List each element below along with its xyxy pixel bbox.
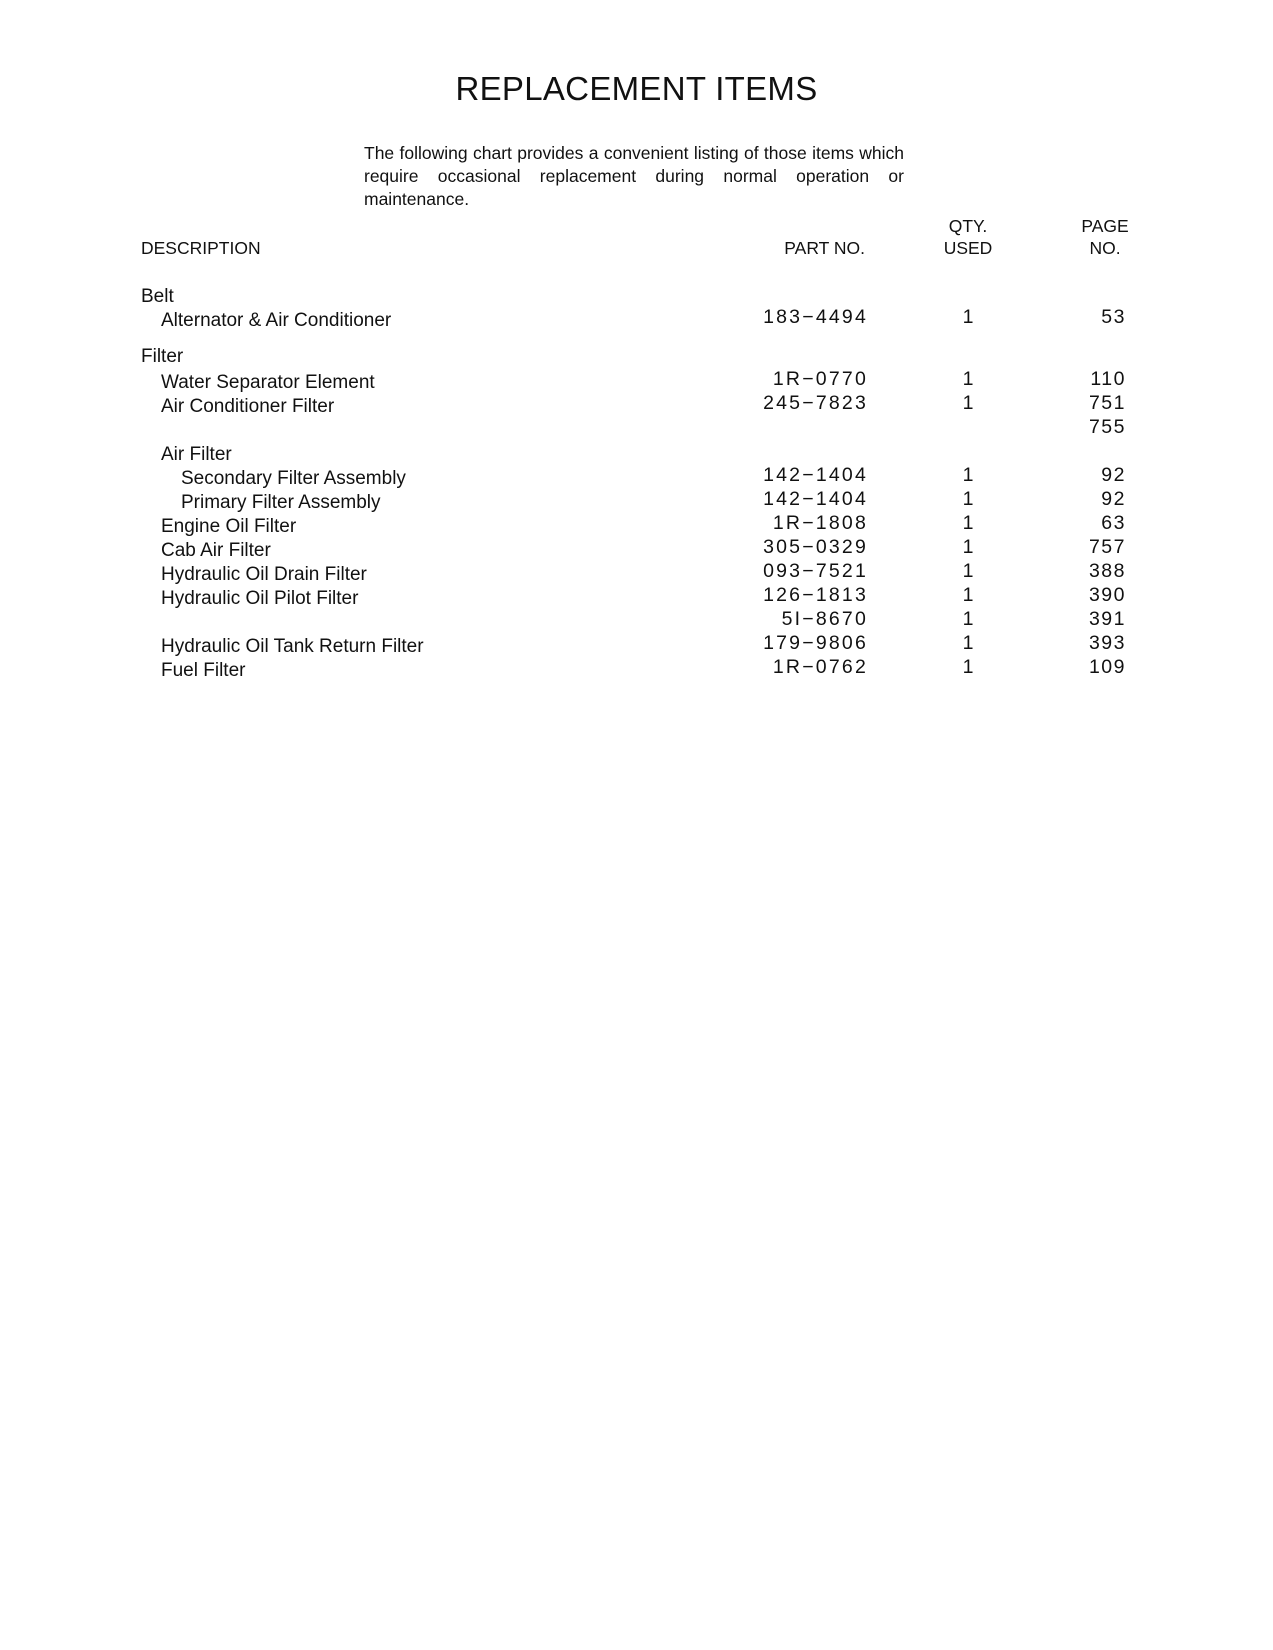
row-description: Hydraulic Oil Pilot Filter bbox=[161, 588, 359, 609]
table-row bbox=[0, 368, 1273, 392]
row-description: Fuel Filter bbox=[161, 660, 246, 681]
row-qty: 1 bbox=[962, 464, 974, 486]
column-header-page-no bbox=[1060, 215, 1150, 259]
column-header-qty-used bbox=[920, 215, 1016, 259]
column-header-page-line2: NO. bbox=[1089, 238, 1121, 258]
table-row bbox=[0, 392, 1273, 416]
intro-paragraph: The following chart provides a convenient listing of those items which require occasional replacement during normal operation or maintenance. bbox=[364, 143, 904, 209]
row-description: Water Separator Element bbox=[161, 372, 375, 393]
row-page: 751 bbox=[1088, 392, 1126, 414]
column-header-description: DESCRIPTION bbox=[141, 238, 261, 258]
row-qty: 1 bbox=[962, 368, 974, 390]
table-row bbox=[0, 282, 1273, 306]
row-part-no: 245−7823 bbox=[763, 392, 868, 414]
column-header-page-line1: PAGE bbox=[1081, 216, 1129, 236]
row-qty: 1 bbox=[962, 488, 974, 510]
table-row bbox=[0, 632, 1273, 656]
row-qty: 1 bbox=[962, 512, 974, 534]
row-description: Alternator & Air Conditioner bbox=[161, 310, 392, 331]
table-row bbox=[0, 536, 1273, 560]
row-qty: 1 bbox=[962, 560, 974, 582]
row-part-no: 093−7521 bbox=[763, 560, 868, 582]
row-qty: 1 bbox=[962, 584, 974, 606]
row-description: Air Filter bbox=[161, 444, 232, 465]
table-row bbox=[0, 306, 1273, 330]
row-page: 53 bbox=[1101, 306, 1126, 328]
row-page: 391 bbox=[1088, 608, 1126, 630]
row-page: 92 bbox=[1101, 488, 1126, 510]
column-header-qty-line2: USED bbox=[943, 238, 993, 258]
table-row bbox=[0, 512, 1273, 536]
row-page: 388 bbox=[1088, 560, 1126, 582]
table-row bbox=[0, 584, 1273, 608]
row-description: Hydraulic Oil Drain Filter bbox=[161, 564, 367, 585]
row-part-no: 1R−0762 bbox=[772, 656, 868, 678]
row-description: Secondary Filter Assembly bbox=[181, 468, 406, 489]
table-row bbox=[0, 342, 1273, 366]
column-header-part-no: PART NO. bbox=[784, 238, 865, 258]
row-part-no: 142−1404 bbox=[763, 488, 868, 510]
row-qty: 1 bbox=[962, 392, 974, 414]
row-page: 757 bbox=[1088, 536, 1126, 558]
table-row bbox=[0, 608, 1273, 632]
table-row bbox=[0, 440, 1273, 464]
row-page: 92 bbox=[1101, 464, 1126, 486]
table-row bbox=[0, 416, 1273, 440]
row-part-no: 5I−8670 bbox=[781, 608, 868, 630]
row-page: 393 bbox=[1088, 632, 1126, 654]
row-page: 390 bbox=[1088, 584, 1126, 606]
row-part-no: 1R−1808 bbox=[772, 512, 868, 534]
row-part-no: 305−0329 bbox=[763, 536, 868, 558]
row-page: 63 bbox=[1101, 512, 1126, 534]
row-qty: 1 bbox=[962, 536, 974, 558]
row-part-no: 142−1404 bbox=[763, 464, 868, 486]
row-description: Air Conditioner Filter bbox=[161, 396, 335, 417]
table-row bbox=[0, 488, 1273, 512]
row-description: Belt bbox=[141, 286, 174, 307]
table-row bbox=[0, 560, 1273, 584]
row-part-no: 183−4494 bbox=[763, 306, 868, 328]
row-qty: 1 bbox=[962, 632, 974, 654]
row-description: Primary Filter Assembly bbox=[181, 492, 381, 513]
row-part-no: 179−9806 bbox=[763, 632, 868, 654]
row-page: 755 bbox=[1088, 416, 1126, 438]
row-description: Engine Oil Filter bbox=[161, 516, 297, 537]
row-qty: 1 bbox=[962, 306, 974, 328]
row-qty: 1 bbox=[962, 656, 974, 678]
row-page: 110 bbox=[1090, 368, 1126, 390]
table-row bbox=[0, 464, 1273, 488]
row-description: Cab Air Filter bbox=[161, 540, 271, 561]
row-qty: 1 bbox=[962, 608, 974, 630]
row-description: Filter bbox=[141, 346, 184, 367]
table-row bbox=[0, 656, 1273, 680]
row-description: Hydraulic Oil Tank Return Filter bbox=[161, 636, 424, 657]
column-header-qty-line1: QTY. bbox=[948, 216, 988, 236]
row-part-no: 126−1813 bbox=[763, 584, 868, 606]
row-part-no: 1R−0770 bbox=[772, 368, 868, 390]
page-title: REPLACEMENT ITEMS bbox=[455, 70, 818, 107]
row-page: 109 bbox=[1088, 656, 1126, 678]
